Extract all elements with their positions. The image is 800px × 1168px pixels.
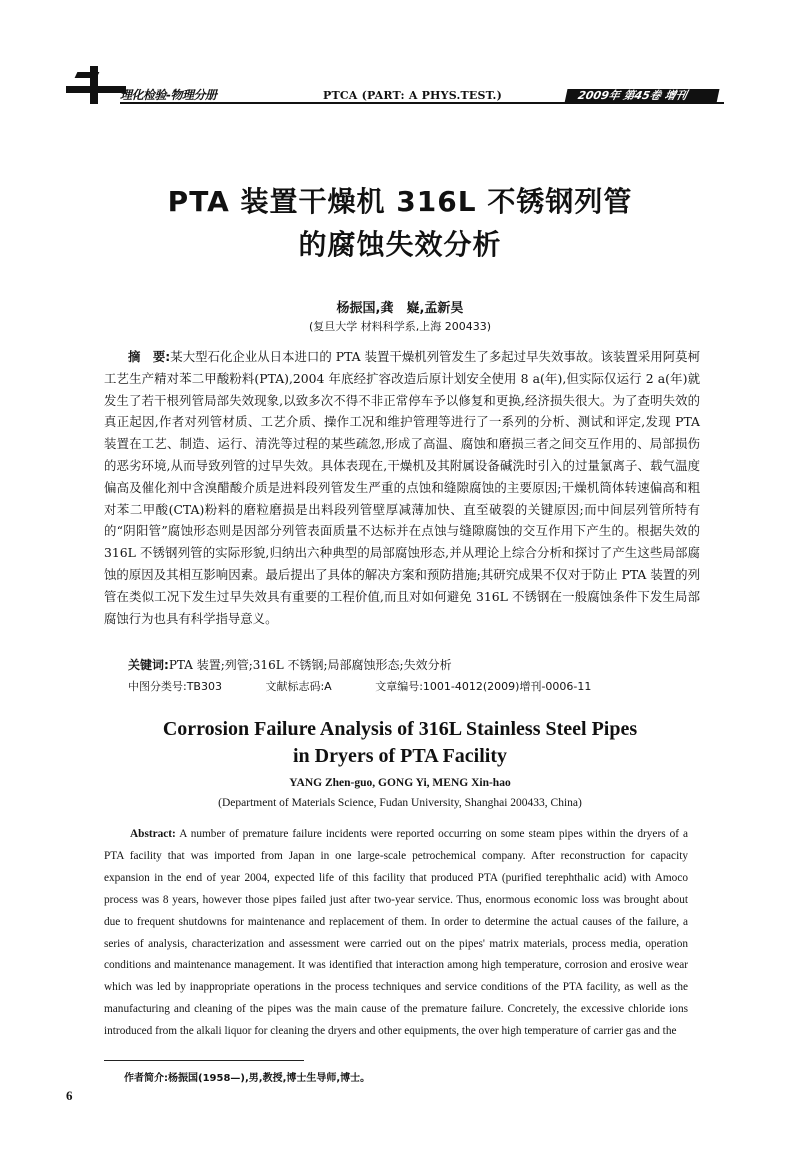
clc-number: 中图分类号:TB303 bbox=[128, 680, 222, 693]
journal-logo bbox=[66, 66, 128, 104]
journal-name: 理化检验-物理分册 bbox=[120, 88, 217, 102]
title-en-line1: Corrosion Failure Analysis of 316L Stainless Steel Pipes bbox=[162, 718, 638, 740]
keywords-cn-label: 关键词: bbox=[128, 658, 169, 672]
classification-row bbox=[128, 678, 631, 694]
affiliation-cn: (复旦大学 材料科学系,上海 200433) bbox=[308, 320, 492, 333]
header-rule bbox=[120, 102, 724, 104]
title-en-line2: in Dryers of PTA Facility bbox=[292, 745, 508, 767]
abstract-en bbox=[104, 824, 688, 1043]
authors-en: YANG Zhen-guo, GONG Yi, MENG Xin-hao bbox=[289, 777, 511, 789]
article-number: 文章编号:1001-4012(2009)增刊-0006-11 bbox=[375, 680, 592, 693]
abstract-en-text: A number of premature failure incidents were reported occurring on some steam pipes within the dryers of a PTA facility that was imported from Japan in one large-scale petrochemical company. After reconstruction for capacity expansion in the end of year 2004, expected life of this facility that produced PTA (purified terephthalic acid) with Amoco process was 8 years, however those pipes failed just after two-year service. Thus, enormous economic loss was brought about due to frequent shutdowns for maintenance and replacement of them. In order to determine the actual causes of the failure, a series of analysis, characterization and assessment were carried out on the pipes' matrix materials, process media, operation conditions and maintenance management. It was identified that interaction among high temperature, corrosion and erosive wear which was led by inappropriate operations in the process techniques and service conditions of the PTA facility, as well as the manufacturing and cleaning of the pipes was the main cause of the premature failure. Concretely, the excessive chloride ions introduced from the alkali liquor for cleaning the dryers and other equipments, the over high temperature of carrier gas and the bbox=[104, 828, 689, 1038]
abstract-cn-text: 某大型石化企业从日本进口的 PTA 装置干燥机列管发生了多起过早失效事故。该装置采用阿莫柯工艺生产精对苯二甲酸粉料(PTA),2004 年底经扩容改造后原计划安全使用 8 a(年),但实际仅运行 2 a(年)就发生了若干根列管局部失效现象,以致多次不得不非正常停车予以修复和更换,经济损失很大。为了查明失效的真正起因,作者对列管材质、工艺介质、操作工况和维护管理等进行了一系列的分析、测试和评定,发现 PTA 装置在工艺、制造、运行、清洗等过程的某些疏忽,形成了高温、腐蚀和磨损三者之间交互作用的、局部损伤的恶劣环境,从而导致列管的过早失效。具体表现在,干燥机及其附属设备碱洗时引入的过量氯离子、载气温度偏高及催化剂中含溴醋酸介质是进料段列管发生严重的点蚀和缝隙腐蚀的主要原因;干燥机筒体转速偏高和粗对苯二甲酸(CTA)粉料的磨粒磨损是出料段列管壁厚减薄加快、直至破裂的关键原因;而中间层列管所特有的“阴阳管”腐蚀形态则是因部分列管表面质量不达标并在点蚀与缝隙腐蚀的交互作用下产生的。根据失效的 316L 不锈钢列管的实际形貌,归纳出六种典型的局部腐蚀形态,并从理论上综合分析和探讨了产生这些局部腐蚀的原因及其相互影响因素。最后提出了具体的解决方案和预防措施;其研究成果不仅对于防止 PTA 装置的列管在类似工况下发生过早失效具有重要的工程价值,而且对如何避免 316L 不锈钢在一般腐蚀条件下发生局部腐蚀行为也具有科学指导意义。 bbox=[104, 349, 700, 626]
abstract-cn bbox=[104, 346, 700, 629]
footnote-rule bbox=[104, 1060, 304, 1061]
document-code: 文献标志码:A bbox=[265, 680, 332, 693]
keywords-cn bbox=[128, 656, 452, 673]
title-cn-line1: PTA 装置干燥机 316L 不锈钢列管 bbox=[167, 185, 633, 218]
journal-english-name: PTCA (PART: A PHYS.TEST.) bbox=[323, 89, 502, 102]
authors-cn: 杨振国,龚 嶷,孟新昊 bbox=[336, 301, 464, 316]
title-cn-line2: 的腐蚀失效分析 bbox=[298, 228, 502, 261]
page-number: 6 bbox=[66, 1088, 73, 1103]
abstract-cn-label: 摘 要: bbox=[128, 349, 171, 364]
issue-badge: 2009年 第45卷 增刊 bbox=[565, 89, 720, 103]
author-footnote: 作者简介:杨振国(1958—),男,教授,博士生导师,博士。 bbox=[124, 1073, 371, 1084]
abstract-en-label: Abstract: bbox=[130, 828, 176, 840]
affiliation-en: (Department of Materials Science, Fudan University, Shanghai 200433, China) bbox=[218, 797, 582, 809]
keywords-cn-text: PTA 装置;列管;316L 不锈钢;局部腐蚀形态;失效分析 bbox=[168, 658, 452, 672]
